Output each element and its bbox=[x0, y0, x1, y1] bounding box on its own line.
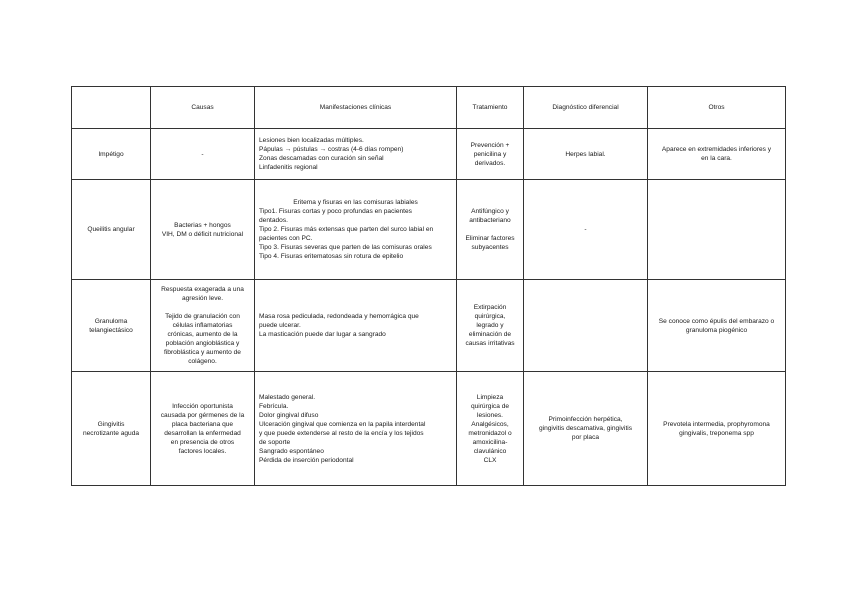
header-otros: Otros bbox=[648, 87, 786, 129]
disease-table bbox=[71, 86, 786, 486]
cell-line: amoxicilina- bbox=[472, 438, 508, 446]
otros-cell bbox=[648, 280, 786, 372]
cell-line: antibacteriano bbox=[469, 217, 511, 224]
cell-line: penicilina y bbox=[473, 150, 507, 158]
diagnostico-cell bbox=[524, 180, 648, 280]
cell-line: La masticación puede dar lugar a sangrado bbox=[259, 331, 386, 338]
header-manifestaciones: Manifestaciones clínicas bbox=[255, 87, 457, 129]
table-row bbox=[72, 372, 786, 486]
otros-cell bbox=[648, 180, 786, 280]
cell-line: por placa bbox=[571, 434, 600, 441]
cell-line: Aparece en extremidades inferiores y bbox=[661, 146, 772, 153]
cell-line: Extirpación bbox=[473, 304, 507, 311]
cell-line: de soporte bbox=[259, 438, 291, 446]
cell-line: quirúrgica de bbox=[470, 402, 510, 410]
cell-title-line: Eritema y fisuras en las comisuras labiales bbox=[293, 199, 418, 206]
cell-line: lesiones. bbox=[476, 411, 504, 419]
manifestaciones-cell bbox=[255, 372, 457, 486]
row-name-cell bbox=[72, 280, 151, 372]
table-row bbox=[72, 129, 786, 180]
cell-line: Respuesta exagerada a una bbox=[161, 286, 244, 293]
diagnostico-cell bbox=[524, 372, 648, 486]
cell-gap bbox=[461, 225, 519, 234]
cell-line: Febrícula. bbox=[259, 402, 289, 410]
diagnostico-cell bbox=[524, 129, 648, 180]
cell-line: CLX bbox=[483, 456, 497, 464]
cell-line: causas irritativas bbox=[465, 340, 515, 347]
table-row bbox=[72, 180, 786, 280]
cell-line: - bbox=[584, 226, 587, 233]
cell-line: Pérdida de inserción periodontal bbox=[259, 456, 354, 464]
cell-line: Dolor gingival difuso bbox=[259, 411, 319, 419]
cell-line: Infección oportunista bbox=[172, 402, 233, 410]
manifestaciones-cell bbox=[255, 180, 457, 280]
cell-line: Linfadenitis regional bbox=[259, 164, 318, 171]
row-name-cell bbox=[72, 180, 151, 280]
cell-line: Lesiones bien localizadas múltiples. bbox=[259, 137, 364, 144]
tratamiento-cell bbox=[457, 180, 524, 280]
cell-line: Herpes labial. bbox=[565, 150, 606, 158]
cell-line: en presencia de otros bbox=[170, 438, 235, 446]
cell-line: población angioblástica y bbox=[165, 340, 240, 347]
cell-line: eliminación de bbox=[468, 331, 512, 338]
causas-cell bbox=[151, 280, 255, 372]
causas-cell bbox=[151, 372, 255, 486]
cell-line: células inflamatorias bbox=[172, 322, 233, 329]
cell-line: Tipo1. Fisuras cortas y poco profundas en pacientes bbox=[259, 208, 412, 215]
manifestaciones-cell bbox=[255, 280, 457, 372]
cell-line: - bbox=[201, 150, 204, 158]
table-row bbox=[72, 280, 786, 372]
cell-line: granuloma piogénico bbox=[685, 326, 748, 334]
cell-line: Sangrado espontáneo bbox=[259, 447, 324, 455]
otros-cell bbox=[648, 372, 786, 486]
cell-line: causada por gérmenes de la bbox=[160, 411, 245, 419]
cell-line: y que puede extenderse al resto de la encía y los tejidos bbox=[259, 429, 424, 437]
header-tratamiento: Tratamiento bbox=[457, 87, 524, 129]
cell-line: Tipo 4. Fisuras eritematosas sin rotura de epitelio bbox=[259, 253, 404, 260]
row-name-line: Granuloma bbox=[94, 317, 128, 325]
cell-line: Limpieza bbox=[476, 393, 504, 401]
tratamiento-cell bbox=[457, 280, 524, 372]
tratamiento-cell bbox=[457, 372, 524, 486]
cell-line: dentados. bbox=[259, 217, 288, 224]
cell-line: subyacentes bbox=[471, 244, 509, 251]
cell-gap bbox=[155, 303, 250, 312]
row-name-line: Gingivitis bbox=[97, 420, 125, 428]
header-diagnostico: Diagnóstico diferencial bbox=[524, 87, 648, 129]
cell-line: Malestado general. bbox=[259, 393, 316, 401]
cell-line: desarrollan la enfermedad bbox=[164, 429, 241, 437]
cell-line: gingivalis, treponema spp bbox=[679, 429, 754, 437]
header-row bbox=[72, 87, 786, 129]
cell-line: Tipo 3. Fisuras severas que parten de las comisuras orales bbox=[259, 244, 432, 251]
row-name: Impétigo bbox=[98, 150, 124, 158]
cell-line: Se conoce como épulis del embarazo o bbox=[658, 317, 775, 325]
tratamiento-cell bbox=[457, 129, 524, 180]
cell-line: Ulceración gingival que comienza en la papila interdental bbox=[259, 420, 426, 428]
row-name-line: telangiectásico bbox=[89, 326, 133, 334]
cell-line: metronidazol o bbox=[468, 429, 512, 437]
cell-line: Zonas descamadas con curación sin señal bbox=[259, 155, 384, 162]
cell-line: gingivitis descamativa, gingivitis bbox=[538, 425, 633, 432]
cell-line: derivados. bbox=[474, 159, 506, 167]
row-name-cell bbox=[72, 129, 151, 180]
cell-line: agresión leve. bbox=[181, 295, 224, 302]
cell-line: Prevotela intermedia, prophyromona bbox=[663, 420, 770, 428]
causas-cell bbox=[151, 129, 255, 180]
row-name-line: necrotizante aguda bbox=[82, 429, 140, 437]
cell-line: legrado y bbox=[476, 322, 504, 329]
cell-line: colágeno. bbox=[188, 358, 217, 365]
diagnostico-cell bbox=[524, 280, 648, 372]
cell-line: Analgésicos, bbox=[471, 420, 509, 428]
cell-line: factores locales. bbox=[178, 447, 227, 455]
header-empty bbox=[72, 87, 151, 129]
cell-line: puede ulcerar. bbox=[259, 322, 301, 329]
cell-line: Tejido de granulación con bbox=[165, 313, 240, 320]
cell-line: placa bacteriana que bbox=[171, 420, 234, 428]
cell-line: Masa rosa pediculada, redondeada y hemorrágica que bbox=[259, 313, 419, 320]
causas-cell bbox=[151, 180, 255, 280]
cell-line: VIH, DM o déficit nutricional bbox=[161, 230, 244, 238]
row-name: Queilitis angular bbox=[87, 226, 135, 233]
cell-line: Antifúngico y bbox=[471, 208, 509, 215]
cell-line: en la cara. bbox=[701, 155, 732, 162]
cell-line: Pápulas → pústulas → costras (4-6 días rompen) bbox=[259, 146, 404, 153]
cell-line: crónicas, aumento de la bbox=[167, 331, 238, 338]
manifestaciones-cell bbox=[255, 129, 457, 180]
otros-cell bbox=[648, 129, 786, 180]
cell-line: Primoinfección herpética, bbox=[548, 416, 623, 423]
header-causas: Causas bbox=[151, 87, 255, 129]
cell-line: Eliminar factores bbox=[465, 235, 515, 242]
cell-line: quirúrgica, bbox=[474, 313, 506, 320]
row-name-cell bbox=[72, 372, 151, 486]
cell-line: fibroblástica y aumento de bbox=[164, 349, 241, 356]
cell-line: Bacterias + hongos bbox=[174, 221, 231, 229]
cell-line: Prevención + bbox=[470, 141, 510, 149]
cell-line: clavulánico bbox=[473, 447, 507, 455]
cell-line: pacientes con PC. bbox=[259, 235, 313, 242]
cell-line: Tipo 2. Fisuras más extensas que parten del surco labial en bbox=[259, 226, 434, 233]
